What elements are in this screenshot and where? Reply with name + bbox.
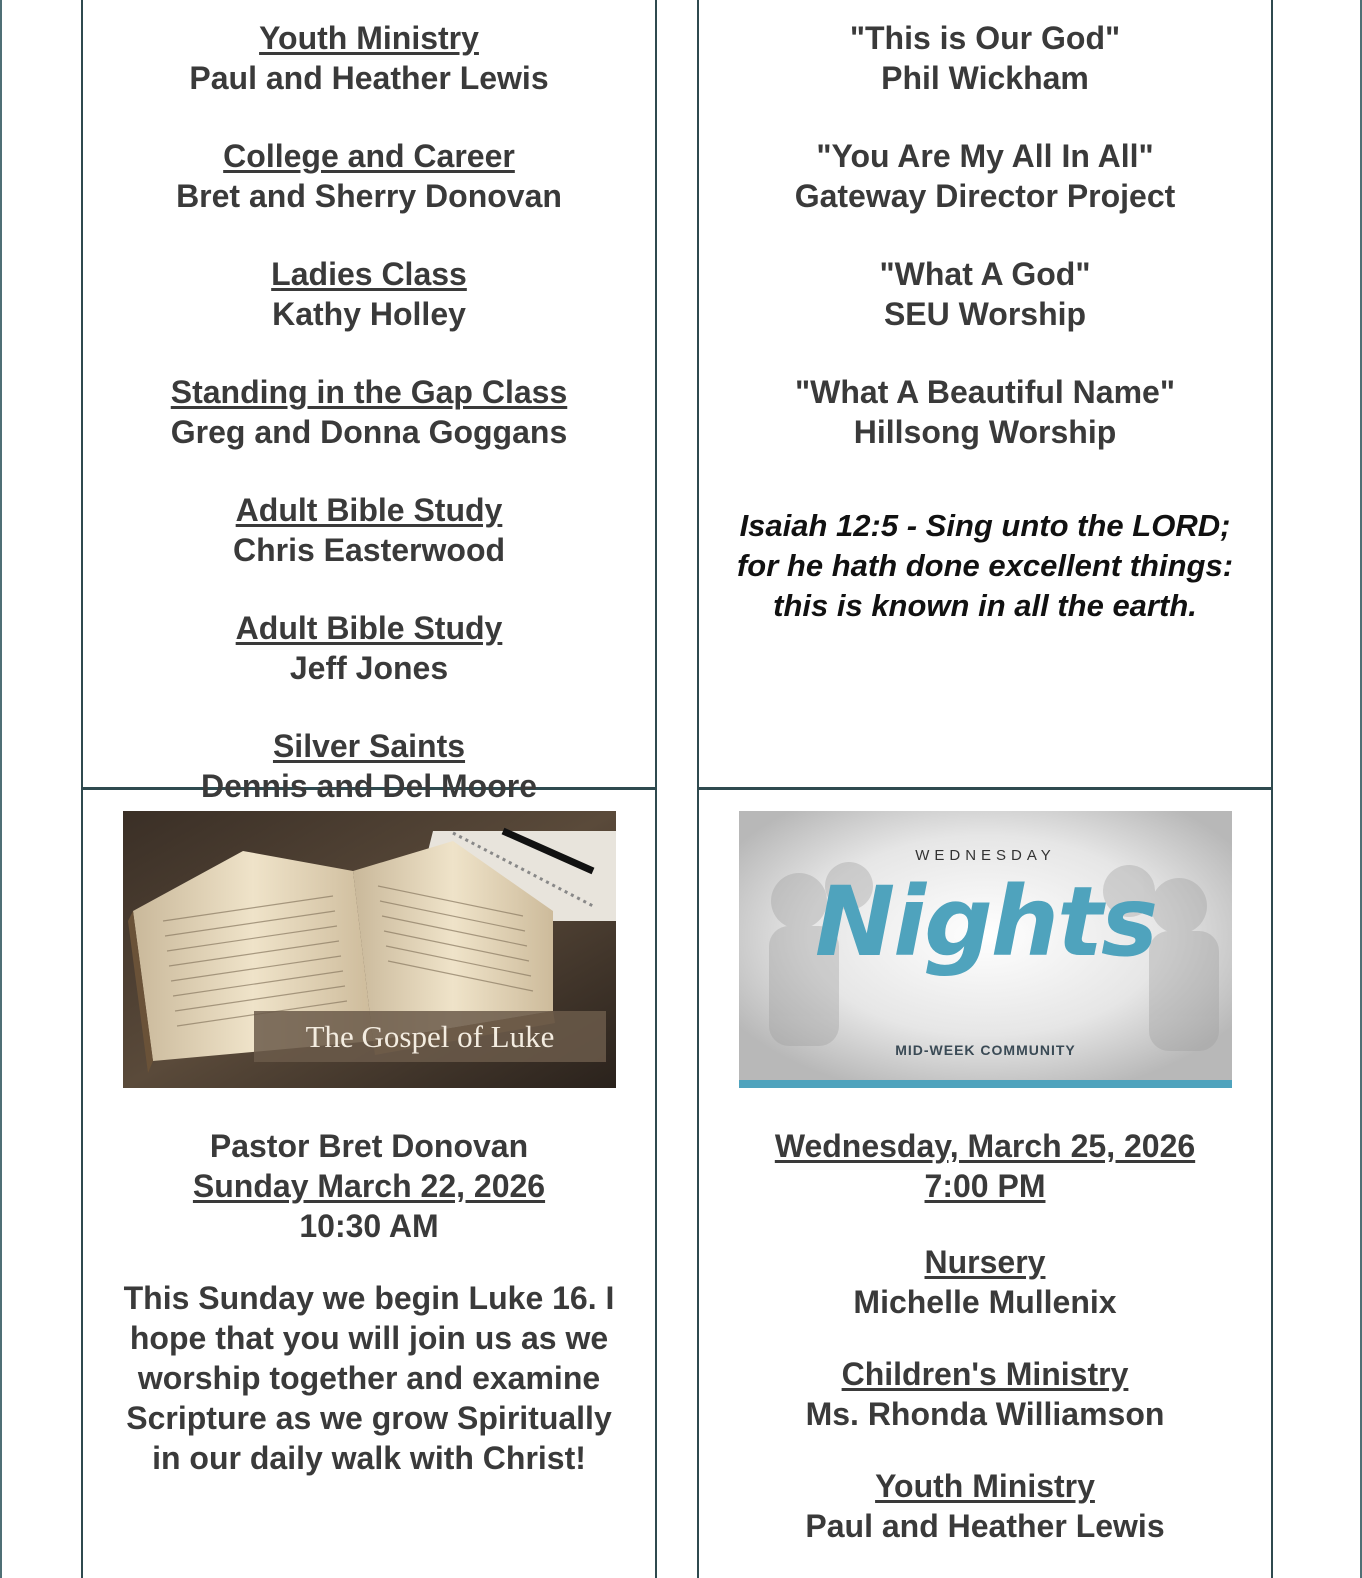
row-divider: [697, 787, 1273, 790]
song-artist: Phil Wickham: [881, 60, 1089, 96]
sunday-classes-panel: [83, 18, 655, 844]
song-title: "What A Beautiful Name": [795, 374, 1175, 410]
class-entry: [83, 726, 655, 806]
sunday-date-link[interactable]: Sunday March 22, 2026: [192, 1168, 546, 1204]
wednesday-entry: [699, 1242, 1271, 1322]
ministry-heading[interactable]: Youth Ministry: [875, 1468, 1095, 1504]
wednesday-entry: [699, 1466, 1271, 1546]
scripture-verse: Isaiah 12:5 - Sing unto the LORD; for he hath done excellent things: this is known in all the earth.: [736, 508, 1234, 623]
ministry-heading[interactable]: Nursery: [924, 1244, 1046, 1280]
class-entry: [83, 254, 655, 334]
pastor-name: Pastor Bret Donovan: [209, 1128, 529, 1164]
gospel-of-luke-image[interactable]: [123, 811, 616, 1088]
sunday-service-panel: [83, 1126, 655, 1478]
wednesday-entry: [699, 1354, 1271, 1434]
song-entry: [699, 372, 1271, 452]
song-artist: Gateway Director Project: [794, 178, 1176, 214]
class-teacher: Kathy Holley: [272, 296, 466, 332]
class-heading[interactable]: Ladies Class: [271, 256, 467, 292]
song-artist: SEU Worship: [883, 296, 1087, 332]
class-entry: [83, 372, 655, 452]
class-entry: [83, 608, 655, 688]
worship-songs-panel: [699, 18, 1271, 626]
class-teacher: Greg and Donna Goggans: [170, 414, 568, 450]
song-title: "What A God": [879, 256, 1091, 292]
song-artist: Hillsong Worship: [853, 414, 1117, 450]
song-entry: [699, 18, 1271, 98]
class-teacher: Bret and Sherry Donovan: [176, 178, 562, 214]
ministry-heading[interactable]: Children's Ministry: [841, 1356, 1129, 1392]
class-entry: [83, 136, 655, 216]
class-heading[interactable]: Adult Bible Study: [235, 610, 503, 646]
ministry-leader: Michelle Mullenix: [853, 1284, 1117, 1320]
wednesday-nights-banner[interactable]: [739, 811, 1232, 1088]
wednesday-time-link[interactable]: 7:00 PM: [924, 1168, 1046, 1204]
page-left-border: [0, 0, 2, 1578]
wednesday-date-link[interactable]: Wednesday, March 25, 2026: [774, 1128, 1196, 1164]
class-heading[interactable]: Standing in the Gap Class: [170, 374, 568, 410]
image-caption: The Gospel of Luke: [305, 1019, 555, 1054]
class-heading[interactable]: Silver Saints: [272, 728, 466, 764]
class-teacher: Dennis and Del Moore: [200, 768, 538, 804]
class-entry: [83, 490, 655, 570]
ministry-leader: Ms. Rhonda Williamson: [805, 1396, 1165, 1432]
ministry-leader: Paul and Heather Lewis: [805, 1508, 1165, 1544]
wednesday-service-panel: [699, 1126, 1271, 1546]
class-teacher: Jeff Jones: [289, 650, 449, 686]
banner-top-label: WEDNESDAY: [915, 847, 1056, 864]
class-entry: [83, 18, 655, 98]
class-teacher: Paul and Heather Lewis: [189, 60, 549, 96]
class-heading[interactable]: Youth Ministry: [259, 20, 479, 56]
sunday-time: 10:30 AM: [299, 1208, 439, 1244]
sermon-message: This Sunday we begin Luke 16. I hope that you will join us as we worship together and examine Scripture as we grow Spiritually in our daily walk with Christ!: [123, 1280, 615, 1476]
banner-main-title: Nights: [814, 866, 1157, 978]
class-teacher: Chris Easterwood: [232, 532, 506, 568]
song-title: "You Are My All In All": [816, 138, 1154, 174]
class-heading[interactable]: Adult Bible Study: [235, 492, 503, 528]
song-entry: [699, 136, 1271, 216]
song-entry: [699, 254, 1271, 334]
class-heading[interactable]: College and Career: [223, 138, 515, 174]
banner-subtitle: MID-WEEK COMMUNITY: [895, 1042, 1076, 1058]
song-title: "This is Our God": [849, 20, 1121, 56]
